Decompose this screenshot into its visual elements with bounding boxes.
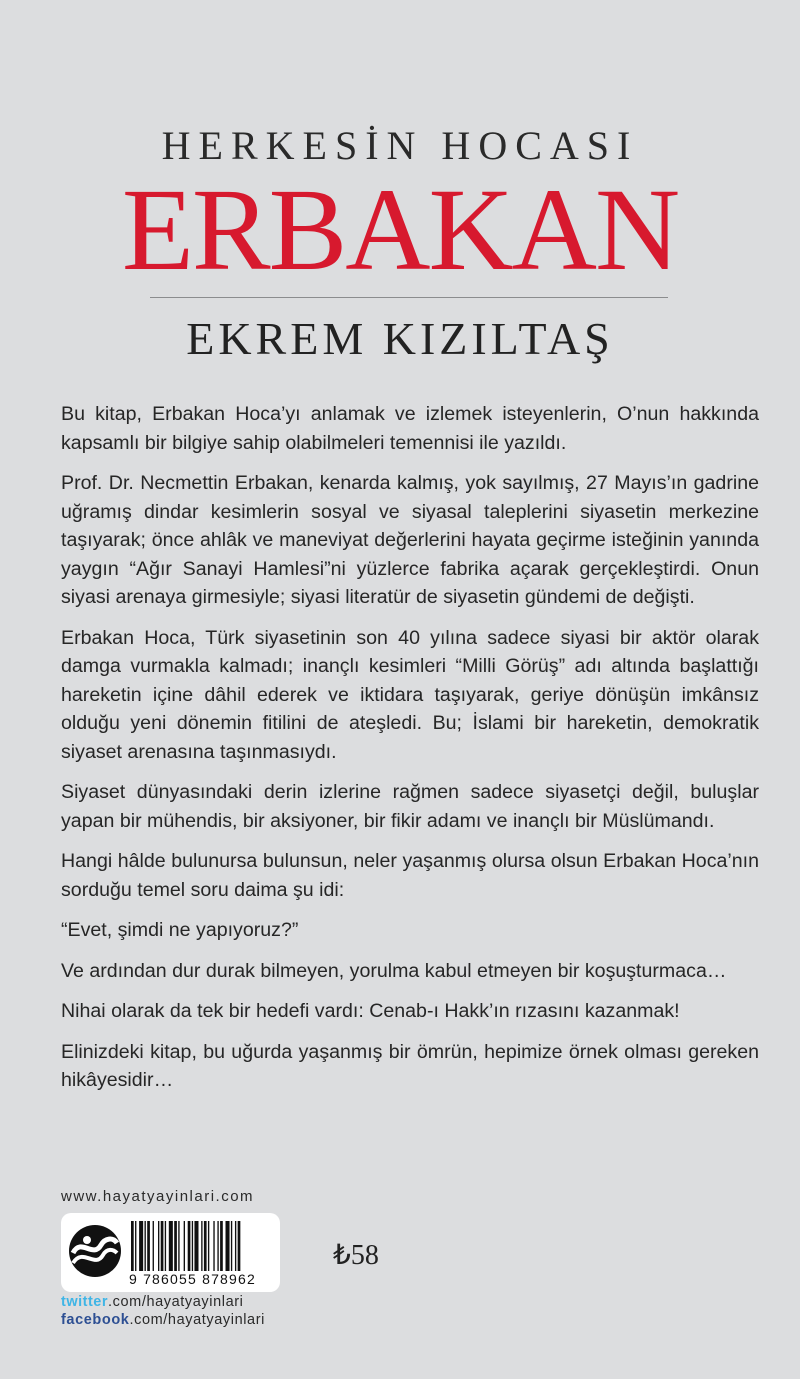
isbn-number: 9 786055 878962	[129, 1271, 256, 1287]
supertitle: HERKESİN HOCASI	[161, 123, 639, 168]
barcode-panel	[61, 1213, 280, 1292]
twitter-brand: twitter	[61, 1294, 108, 1310]
author-name: EKREM KIZILTAŞ	[186, 313, 614, 364]
barcode-bar	[238, 1221, 241, 1271]
barcode-bar	[184, 1221, 185, 1271]
blurb-paragraph: Bu kitap, Erbakan Hoca’yı anlamak ve izlemek isteyenlerin, O’nun hakkında kapsamlı bir bilgiye sahip olabilmeleri temennisi ile yazıldı.	[61, 403, 759, 454]
blurb	[61, 400, 759, 1107]
blurb-paragraph: Siyaset dünyasındaki derin izlerine rağmen sadece siyasetçi değil, buluşlar yapan bir mühendis, bir aksiyoner, bir fikir adamı ve inançlı bir Müslümandı.	[61, 781, 759, 832]
blurb-paragraph: “Evet, şimdi ne yapıyoruz?”	[61, 919, 299, 941]
blurb-paragraph: Nihai olarak da tek bir hedefi vardı: Cenab-ı Hakk’ın rızasını kazanmak!	[61, 1000, 680, 1022]
barcode-bar	[217, 1221, 218, 1271]
barcode-bar	[174, 1221, 177, 1271]
barcode-bar	[213, 1221, 214, 1271]
barcode-bar	[220, 1221, 223, 1271]
blurb-paragraph: Erbakan Hoca, Türk siyasetinin son 40 yılına sadece siyasi bir aktör olarak damga vurmakla kalmadı; inançlı kesimleri “Milli Görüş” adı altında başlattığı hareketin içine dâhil ederek ve iktidara taşıyarak, geriye dönüşün imkânsız olduğu yeni dönemin fitilini de ateşledi. Bu; İslami bir hareketin, demokratik siyaset arenasına taşınmasıydı.	[61, 626, 759, 763]
title-divider	[150, 297, 668, 298]
publisher-logo-icon	[67, 1223, 123, 1279]
barcode-bar	[194, 1221, 198, 1271]
barcode-bar	[135, 1221, 136, 1271]
facebook-brand: facebook	[61, 1312, 130, 1328]
barcode-bar	[147, 1221, 150, 1271]
barcode-bar	[153, 1221, 154, 1271]
barcode-bar	[161, 1221, 164, 1271]
facebook-path: .com/hayatyayinlari	[129, 1312, 265, 1328]
twitter-link[interactable]	[61, 1294, 244, 1310]
barcode-bar	[158, 1221, 159, 1271]
blurb-paragraph: Ve ardından dur durak bilmeyen, yorulma kabul etmeyen bir koşuşturmaca…	[61, 959, 727, 982]
barcode-bar	[169, 1221, 173, 1271]
barcode-bar	[201, 1221, 202, 1271]
barcode-bar	[208, 1221, 209, 1271]
facebook-link[interactable]	[61, 1312, 265, 1328]
barcode-bar	[178, 1221, 179, 1271]
barcode-bar	[131, 1221, 134, 1271]
barcode-bar	[139, 1221, 143, 1271]
barcode-bar	[231, 1221, 232, 1271]
barcode-bar	[165, 1221, 166, 1271]
barcode-bar	[188, 1221, 191, 1271]
barcode-bar	[235, 1221, 236, 1271]
barcode-bar	[145, 1221, 146, 1271]
twitter-path: .com/hayatyayinlari	[108, 1294, 244, 1310]
publisher-website[interactable]: www.hayatyayinlari.com	[61, 1188, 255, 1205]
barcode-bar	[226, 1221, 230, 1271]
barcode-bar	[204, 1221, 207, 1271]
barcode-bar	[192, 1221, 193, 1271]
price-label: ₺58	[333, 1240, 379, 1271]
blurb-paragraph: Elinizdeki kitap, bu uğurda yaşanmış bir ömrün, hepimize örnek olması gereken hikâyesidir…	[61, 1040, 759, 1091]
blurb-paragraph: Hangi hâlde bulunursa bulunsun, neler yaşanmış olursa olsun Erbakan Hoca’nın sorduğu temel soru daima şu idi:	[61, 850, 759, 901]
blurb-paragraph: Prof. Dr. Necmettin Erbakan, kenarda kalmış, yok sayılmış, 27 Mayıs’ın gadrine uğramış dindar kesimlerin sosyal ve siyasal taleplerini siyasetin merkezine taşıyarak; önce ahlâk ve maneviyat değerlerini hayata geçirme isteğinin yanında yaygın “Ağır Sanayi Hamlesi”ni yüzlerce fabrika açarak gerçekleştirdi. Onun siyasi arenaya girmesiyle; siyasi literatür de siyasetin gündemi de değişti.	[61, 472, 759, 608]
barcode	[131, 1221, 273, 1271]
book-title: ERBAKAN	[121, 164, 679, 295]
